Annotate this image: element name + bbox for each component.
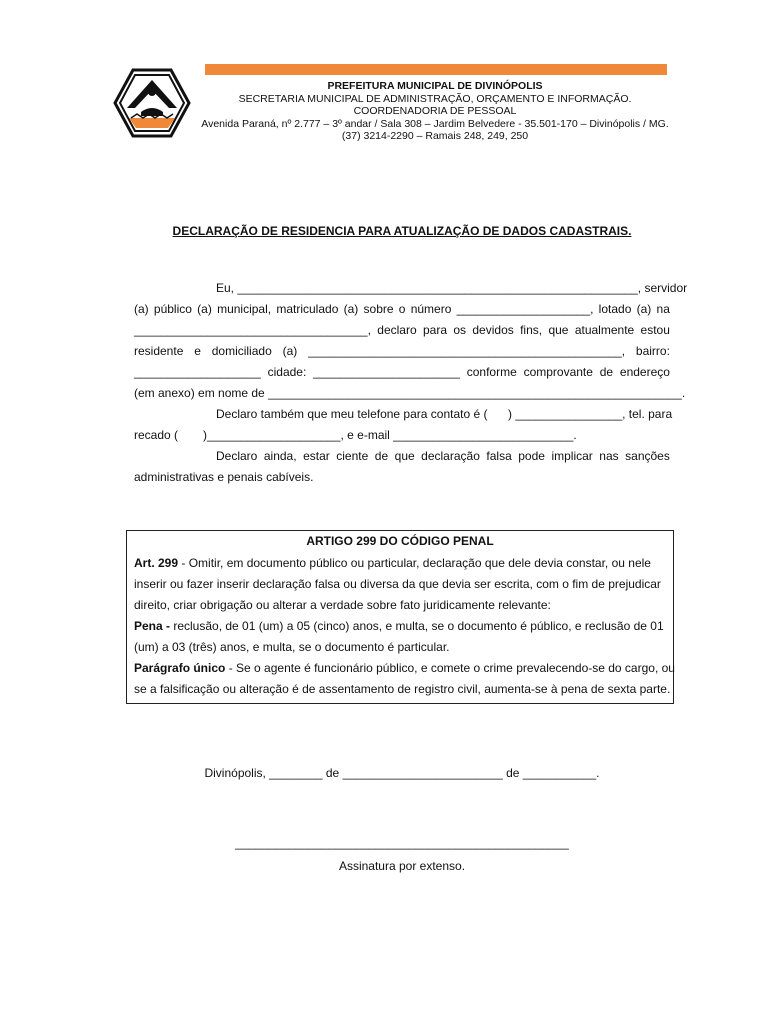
phone-statement: Declaro também que meu telefone para contato é (	[216, 407, 488, 421]
body-line-3	[134, 322, 670, 338]
word: pode	[518, 449, 545, 463]
word: devidos	[472, 323, 514, 337]
word: (a)	[636, 302, 652, 316]
article-line-5: (um) a 03 (três) anos, e multa, se o documento é particular.	[134, 640, 450, 654]
letterhead-phone: (37) 3214-2290 – Ramais 248, 249, 250	[341, 130, 529, 142]
word: implicar	[551, 449, 593, 463]
body-line-10: administrativas e penais cabíveis.	[134, 470, 314, 484]
word: que	[394, 449, 415, 463]
article-line-2: inserir ou fazer inserir declaração falsa ou diversa da que devia ser escrita, com o fim de prejudicar	[134, 577, 661, 591]
article-text: - Omitir, em documento público ou particular, declaração que dele devia constar, ou nele	[178, 556, 651, 570]
word: e	[194, 344, 201, 358]
word: na	[656, 302, 670, 316]
article-label: Art. 299	[134, 556, 179, 570]
header-accent-bar	[205, 64, 667, 75]
word: comprovante	[523, 365, 593, 379]
body-line-2	[134, 301, 670, 317]
neighborhood-blank: ___________________	[134, 365, 261, 379]
address-blank: _______________________________________________,	[308, 344, 626, 358]
word: sobre	[363, 302, 394, 316]
city-blank: ______________________	[313, 365, 460, 379]
sole-paragraph-label: Parágrafo único	[134, 661, 226, 675]
word: número	[410, 302, 452, 316]
message-phone-email-blank: )____________________, e e-mail ___________________________.	[203, 428, 577, 442]
word: (a)	[197, 302, 212, 316]
word: (a)	[134, 302, 149, 316]
word: (a)	[343, 302, 359, 316]
word: nas	[599, 449, 619, 463]
penal-code-article-box	[126, 530, 674, 704]
letterhead-city-hall: PREFEITURA MUNICIPAL DE DIVINÓPOLIS	[327, 80, 543, 92]
letterhead-department: COORDENADORIA DE PESSOAL	[353, 105, 517, 117]
letterhead-address: Avenida Paraná, nº 2.777 – 3º andar / Sala 308 – Jardim Belvedere - 35.501-170 – Divinópolis / MG.	[201, 117, 669, 130]
document-title: DECLARAÇÃO DE RESIDENCIA PARA ATUALIZAÇÃO DE DADOS CADASTRAIS.	[172, 224, 632, 238]
word: municipal,	[217, 302, 272, 316]
word: matriculado	[276, 302, 339, 316]
body-line-5	[134, 364, 670, 380]
word: estar	[303, 449, 330, 463]
word: atualmente	[574, 323, 635, 337]
word: de	[599, 365, 614, 379]
body-line-1: Eu, ____________________________________________________________, servidor	[216, 281, 688, 295]
word: (a)	[282, 344, 298, 358]
word: para	[422, 323, 447, 337]
article-heading: ARTIGO 299 DO CÓDIGO PENAL	[306, 534, 494, 548]
word: falsa	[486, 449, 512, 463]
word: sanções	[625, 449, 670, 463]
word: domiciliado	[211, 344, 272, 358]
word: os	[453, 323, 467, 337]
word: declaração	[421, 449, 480, 463]
word: público	[153, 302, 192, 316]
article-line-4	[134, 619, 668, 633]
word: estou	[640, 323, 670, 337]
registration-number-blank: ____________________,	[456, 302, 594, 316]
word: bairro:	[635, 344, 670, 358]
word: fins,	[520, 323, 543, 337]
word: ainda,	[263, 449, 297, 463]
article-line-3: direito, criar obrigação ou alterar a verdade sobre fato juridicamente relevante:	[134, 598, 551, 612]
department-blank: ___________________________________,	[134, 323, 371, 337]
article-line-7: se a falsificação ou alteração é de assentamento de registro civil, aumenta-se à pena de sexta parte.	[134, 682, 671, 696]
municipal-emblem-logo	[113, 68, 191, 138]
word: ciente	[336, 449, 369, 463]
body-line-9	[216, 448, 670, 464]
word: lotado	[598, 302, 632, 316]
place-date-line: Divinópolis, ________ de ________________________ de ___________.	[204, 766, 600, 780]
word: endereço	[619, 365, 670, 379]
body-line-4	[134, 343, 670, 359]
signature-label: Assinatura por extenso.	[338, 859, 466, 873]
signature-line: __________________________________________________	[235, 836, 569, 850]
word: que	[548, 323, 569, 337]
phone-blank: ) ________________, tel. para	[508, 407, 673, 421]
sole-paragraph-text: - Se o agente é funcionário público, e comete o crime prevalecendo-se do cargo, ou	[225, 661, 675, 675]
article-line-1	[134, 556, 668, 570]
word: declaro	[377, 323, 417, 337]
word: cidade:	[267, 365, 307, 379]
penalty-text: reclusão, de 01 (um) a 05 (cinco) anos, e multa, se o documento é público, e reclusão de 01	[170, 619, 664, 633]
article-line-6	[134, 661, 675, 675]
word: conforme	[466, 365, 517, 379]
body-line-6: (em anexo) em nome de ______________________________________________________________.	[134, 386, 686, 400]
letterhead-secretariat: SECRETARIA MUNICIPAL DE ADMINISTRAÇÃO, ORÇAMENTO E INFORMAÇÃO.	[238, 92, 632, 105]
letterhead	[200, 80, 670, 143]
word: residente	[134, 344, 184, 358]
message-phone-label: recado (	[134, 428, 179, 442]
penalty-label: Pena -	[134, 619, 171, 633]
word: de	[374, 449, 389, 463]
word: Declaro	[216, 449, 258, 463]
word: o	[398, 302, 406, 316]
